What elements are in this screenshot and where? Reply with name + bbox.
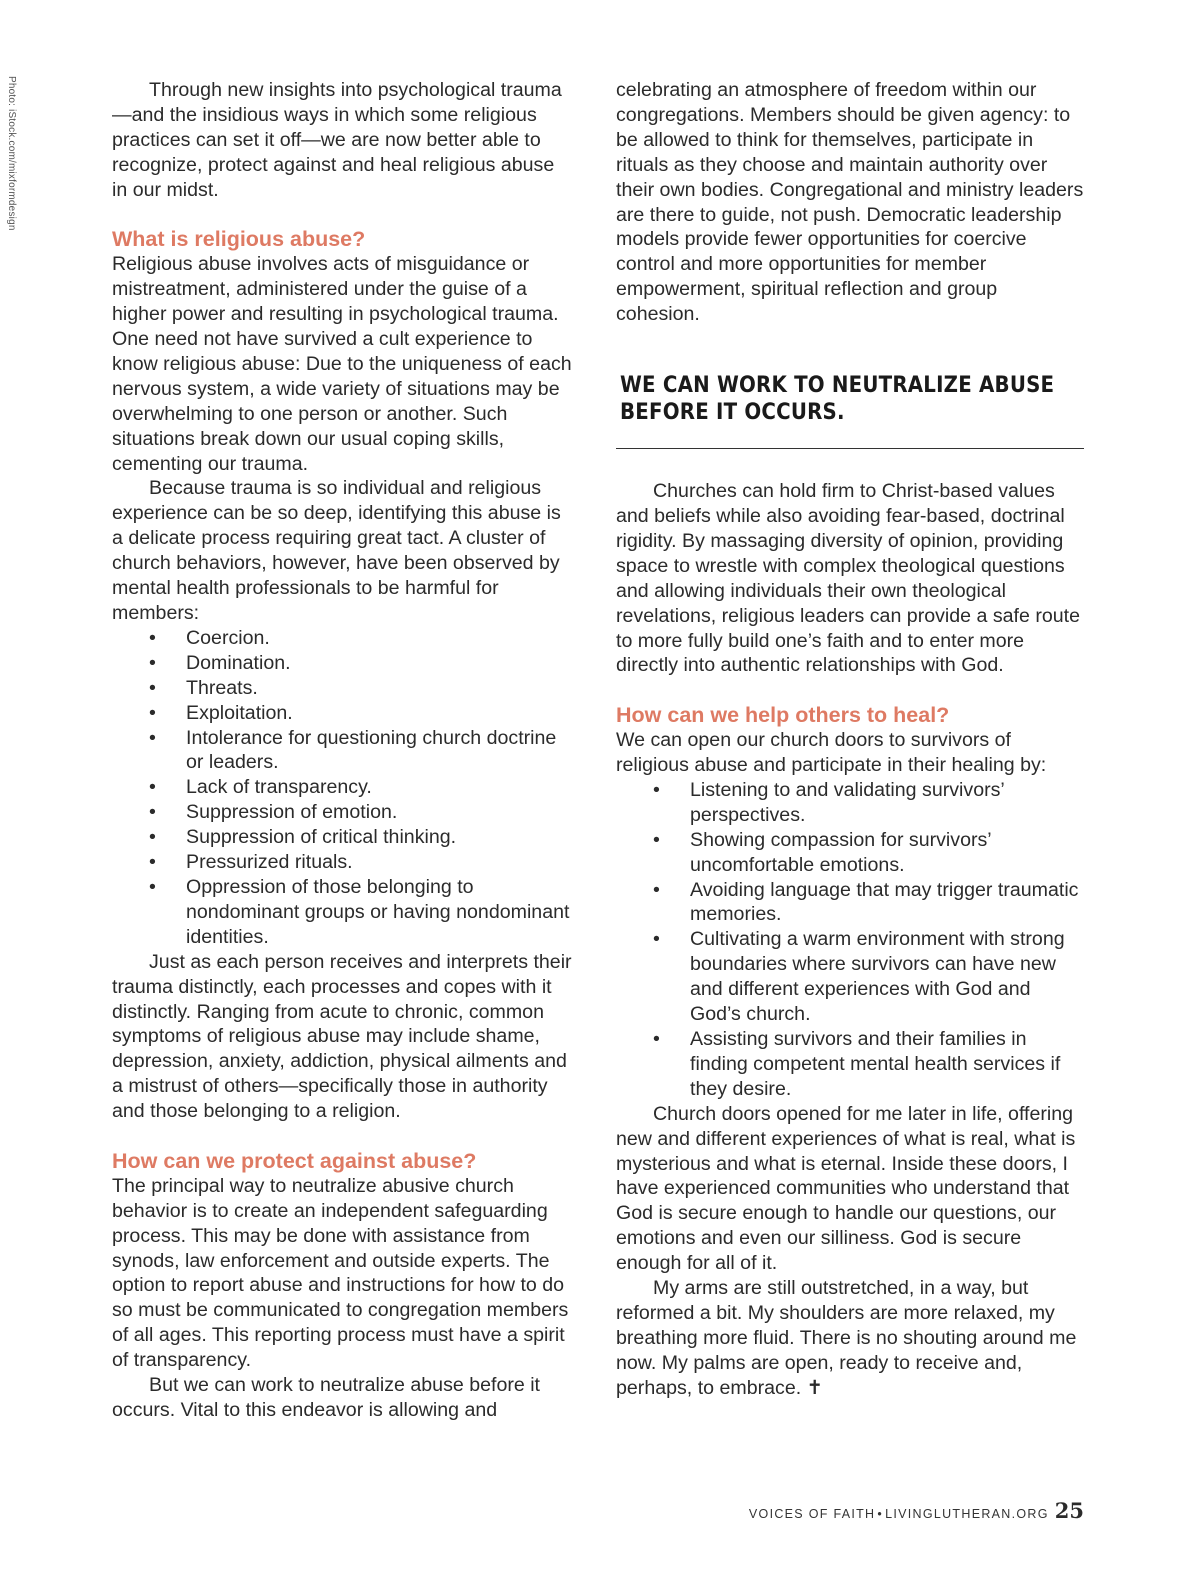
list-item: • Lack of transparency. xyxy=(112,775,574,800)
intro-paragraph: Through new insights into psychological trauma—and the insidious ways in which some religious practices can set it off—we are now better able to recognize, protect against and heal religious abuse in our midst. xyxy=(112,79,562,201)
page-number: 25 xyxy=(1054,1498,1084,1523)
left-column xyxy=(112,78,574,1423)
body-paragraph: Because trauma is so individual and religious experience can be so deep, identifying this abuse is a delicate process requiring great tact. A cluster of church behaviors, however, have been observed by mental health professionals to be harmful for members: xyxy=(112,477,561,625)
list-item: • Coercion. xyxy=(112,626,574,651)
right-column xyxy=(616,78,1086,1401)
list-item: • Domination. xyxy=(112,651,574,676)
healing-list xyxy=(616,778,1086,1102)
list-item: • Listening to and validating survivors’ perspectives. xyxy=(616,778,1086,828)
closing-paragraph xyxy=(616,1276,1086,1401)
body-paragraph: We can open our church doors to survivors of religious abuse and participate in their healing by: xyxy=(616,729,1047,777)
body-paragraph: The principal way to neutralize abusive church behavior is to create an independent safeguarding process. This may be done with assistance from synods, law enforcement and outside experts. The option to report abuse and instructions for how to do so must be communicated to congregation members of all ages. This reporting process must have a spirit of transparency. xyxy=(112,1174,569,1372)
list-item: • Exploitation. xyxy=(112,701,574,726)
list-item: • Avoiding language that may trigger traumatic memories. xyxy=(616,878,1086,928)
heading-help-others-heal: How can we help others to heal? xyxy=(616,703,950,728)
body-paragraph: But we can work to neutralize abuse before it occurs. Vital to this endeavor is allowing and xyxy=(112,1374,541,1421)
page-footer xyxy=(749,1498,1084,1523)
pull-quote: WE CAN WORK TO NEUTRALIZE ABUSE BEFORE IT OCCURS. xyxy=(620,373,1055,426)
body-paragraph: Churches can hold firm to Christ-based values and beliefs while also avoiding fear-based, doctrinal rigidity. By massaging diversity of opinion, providing space to wrestle with complex theological questions and allowing individuals their own theological revelations, religious leaders can provide a safe route to more fully build one’s faith and to enter more directly into authentic relationships with God. xyxy=(616,480,1080,677)
photo-credit: Photo: iStock.com/mixformdesign xyxy=(6,76,17,231)
list-item: • Cultivating a warm environment with strong boundaries where survivors can have new and different experiences with God and God’s church. xyxy=(616,927,1086,1027)
list-item: • Assisting survivors and their families in finding competent mental health services if they desire. xyxy=(616,1027,1086,1102)
pull-quote-block xyxy=(616,372,1086,449)
list-item: • Suppression of emotion. xyxy=(112,800,574,825)
body-paragraph: Just as each person receives and interprets their trauma distinctly, each processes and copes with it distinctly. Ranging from acute to chronic, common symptoms of religious abuse may include shame, depression, anxiety, addiction, physical ailments and a mistrust of others—specifically those in authority and those belonging to a religion. xyxy=(112,950,572,1123)
heading-protect-against-abuse: How can we protect against abuse? xyxy=(112,1148,477,1173)
body-paragraph: Religious abuse involves acts of misguidance or mistreatment, administered under the guise of a higher power and resulting in psychological trauma. One need not have survived a cult experience to know religious abuse: Due to the uniqueness of each nervous system, a wide variety of situations may be overwhelming to one person or another. Such situations break down our usual coping skills, cementing our trauma. xyxy=(112,253,572,475)
footer-site: LIVINGLUTHERAN.ORG xyxy=(885,1507,1049,1521)
cross-end-mark-icon: ✝ xyxy=(806,1376,824,1399)
list-item: • Suppression of critical thinking. xyxy=(112,825,574,850)
harmful-behaviors-list xyxy=(112,626,574,950)
body-paragraph: Church doors opened for me later in life, offering new and different experiences of what is real, what is mysterious and what is eternal. Inside these doors, I have experienced communities who understand that God is secure enough to handle our questions, our emotions and even our silliness. God is secure enough for all of it. xyxy=(616,1102,1076,1275)
body-paragraph: celebrating an atmosphere of freedom within our congregations. Members should be given agency: to be allowed to think for themselves, participate in rituals as they choose and maintain authority over their own bodies. Congregational and ministry leaders are there to guide, not push. Democratic leadership models provide fewer opportunities for coercive control and more opportunities for member empowerment, spiritual reflection and group cohesion. xyxy=(616,79,1084,326)
closing-text: My arms are still outstretched, in a way, but reformed a bit. My shoulders are more relaxed, my breathing more fluid. There is no shouting around me now. My palms are open, ready to receive and, perhaps, to embrace. xyxy=(616,1277,1077,1399)
pull-quote-rule xyxy=(616,448,1084,449)
list-item: • Oppression of those belonging to nondominant groups or having nondominant identities. xyxy=(112,875,574,950)
list-item: • Pressurized rituals. xyxy=(112,850,574,875)
list-item: • Threats. xyxy=(112,676,574,701)
footer-section: VOICES OF FAITH xyxy=(748,1507,876,1521)
heading-what-is-religious-abuse: What is religious abuse? xyxy=(112,227,366,252)
footer-separator: • xyxy=(877,1507,884,1521)
list-item: • Showing compassion for survivors’ uncomfortable emotions. xyxy=(616,828,1086,878)
list-item: • Intolerance for questioning church doctrine or leaders. xyxy=(112,726,574,776)
